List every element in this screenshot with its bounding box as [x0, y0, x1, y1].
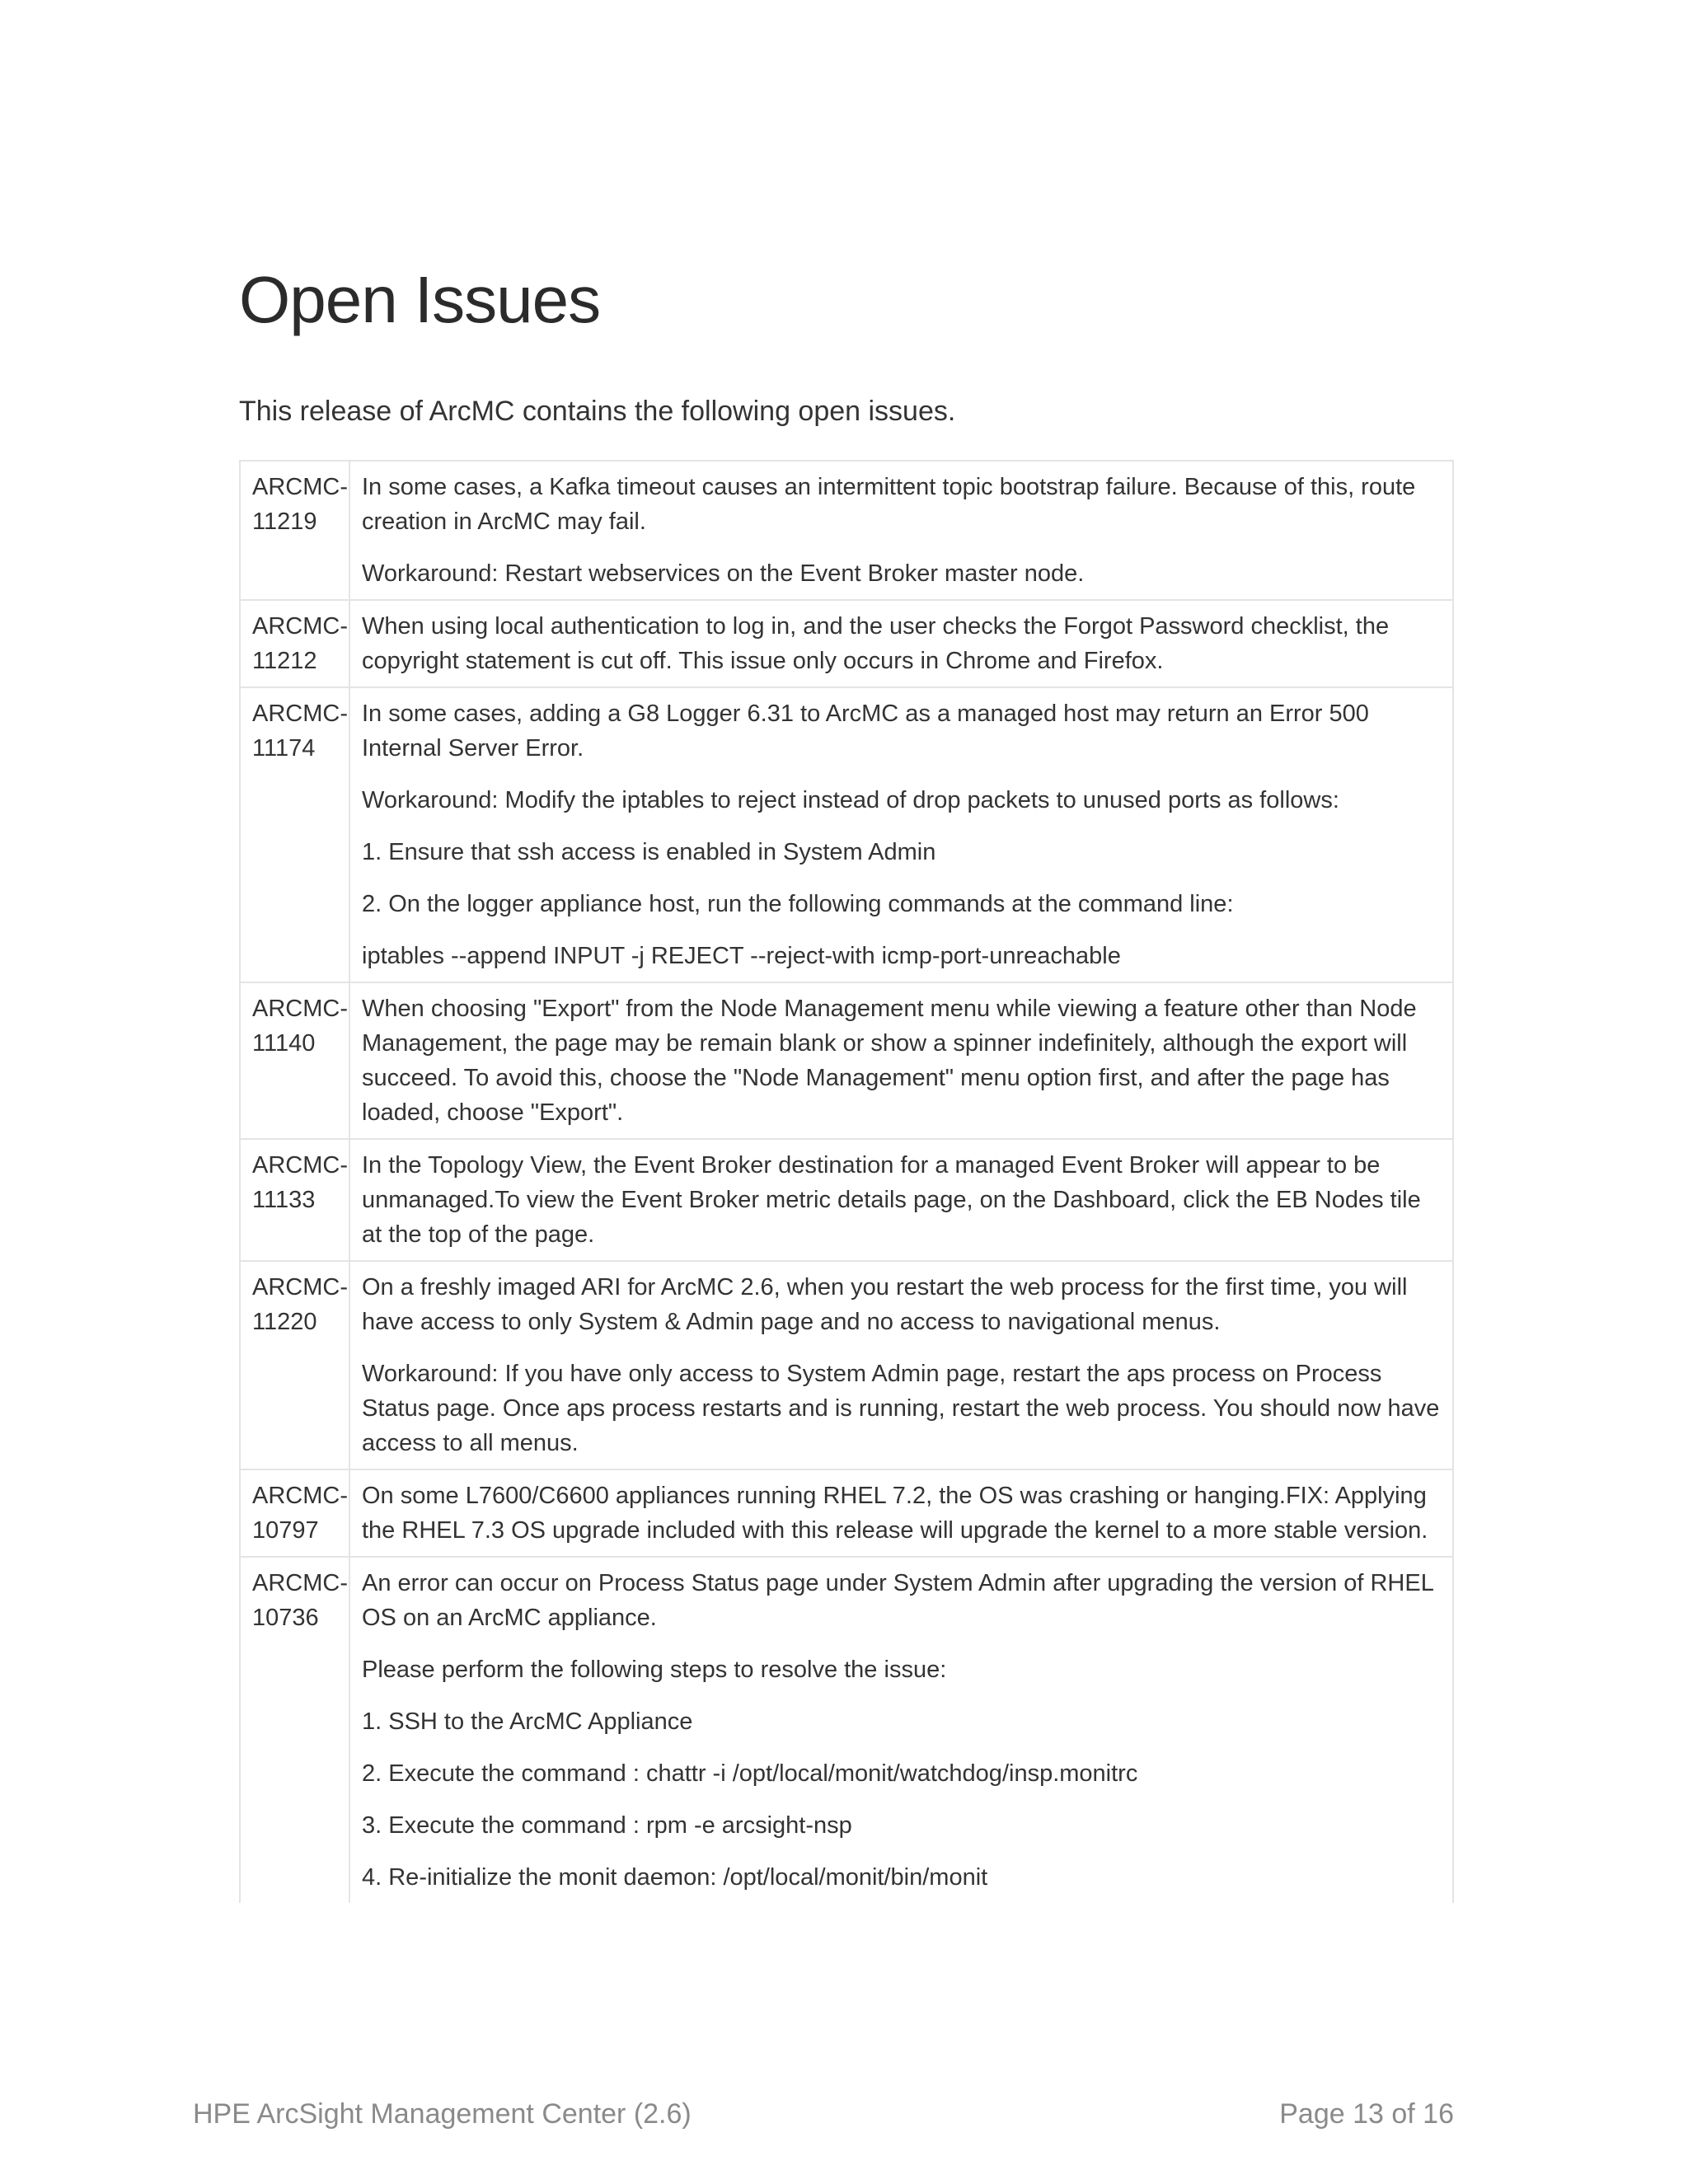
intro-text: This release of ArcMC contains the following open issues. [239, 396, 956, 427]
issue-description [349, 600, 1453, 687]
table-row [240, 982, 1453, 1139]
issue-paragraph: 4. Re-initialize the monit daemon: /opt/local/monit/bin/monit [362, 1864, 988, 1891]
issue-paragraph: Please perform the following steps to resolve the issue: [362, 1657, 947, 1683]
issue-paragraph: 2. On the logger appliance host, run the following commands at the command line: [362, 891, 1234, 917]
issue-id: ARCMC-11174 [240, 687, 349, 982]
issue-paragraph: When using local authentication to log in, and the user checks the Forgot Password checklist, the copyright statement is cut off. This issue only occurs in Chrome and Firefox. [362, 613, 1390, 674]
issue-paragraph: In the Topology View, the Event Broker destination for a managed Event Broker will appear to be unmanaged.To view the Event Broker metric details page, on the Dashboard, click the EB Nodes tile at the top of the page. [362, 1152, 1421, 1248]
issue-paragraph: 1. SSH to the ArcMC Appliance [362, 1708, 693, 1735]
issue-id: ARCMC-11133 [240, 1139, 349, 1261]
table-row [240, 600, 1453, 687]
issue-paragraph: Workaround: If you have only access to System Admin page, restart the aps process on Process Status page. Once aps process restarts and is running, restart the web process. You should now have access to all menus. [362, 1361, 1440, 1456]
issue-paragraph: Workaround: Restart webservices on the Event Broker master node. [362, 560, 1085, 587]
footer-page-number: Page 13 of 16 [1279, 2098, 1454, 2130]
issue-paragraph: On a freshly imaged ARI for ArcMC 2.6, when you restart the web process for the first time, you will have access to only System & Admin page and no access to navigational menus. [362, 1274, 1408, 1335]
issue-paragraph: iptables --append INPUT -j REJECT --reject-with icmp-port-unreachable [362, 943, 1121, 969]
issue-description [349, 1469, 1453, 1557]
issue-id: ARCMC-11212 [240, 600, 349, 687]
issue-id: ARCMC-10736 [240, 1557, 349, 1903]
issues-table-body [240, 461, 1453, 1903]
issue-paragraph: Workaround: Modify the iptables to reject instead of drop packets to unused ports as follows: [362, 787, 1339, 813]
open-issues-table [239, 460, 1454, 1903]
issue-description [349, 461, 1453, 600]
issue-paragraph: When choosing "Export" from the Node Management menu while viewing a feature other than Node Management, the page may be remain blank or show a spinner indefinitely, although the export will succeed. To avoid this, choose the "Node Management" menu option first, and after the page has loaded, choose "Export". [362, 996, 1417, 1126]
issue-paragraph: In some cases, adding a G8 Logger 6.31 to ArcMC as a managed host may return an Error 500 Internal Server Error. [362, 701, 1369, 762]
table-row [240, 1261, 1453, 1469]
issue-paragraph: 1. Ensure that ssh access is enabled in System Admin [362, 839, 936, 865]
table-row [240, 1557, 1453, 1903]
issue-id: ARCMC-10797 [240, 1469, 349, 1557]
issue-paragraph: 2. Execute the command : chattr -i /opt/local/monit/watchdog/insp.monitrc [362, 1760, 1138, 1787]
issue-paragraph: In some cases, a Kafka timeout causes an intermittent topic bootstrap failure. Because of this, route creation in ArcMC may fail. [362, 474, 1416, 535]
issue-paragraph: On some L7600/C6600 appliances running RHEL 7.2, the OS was crashing or hanging.FIX: Applying the RHEL 7.3 OS upgrade included with this release will upgrade the kernel to a more stable version. [362, 1483, 1428, 1544]
page-title: Open Issues [239, 263, 601, 336]
issue-description [349, 1261, 1453, 1469]
issue-id: ARCMC-11219 [240, 461, 349, 600]
table-row [240, 1469, 1453, 1557]
issue-description [349, 687, 1453, 982]
table-row [240, 461, 1453, 600]
footer-product: HPE ArcSight Management Center (2.6) [193, 2098, 692, 2130]
issue-paragraph: An error can occur on Process Status page under System Admin after upgrading the version of RHEL OS on an ArcMC appliance. [362, 1570, 1433, 1631]
issue-description [349, 982, 1453, 1139]
issue-description [349, 1557, 1453, 1903]
issue-id: ARCMC-11220 [240, 1261, 349, 1469]
table-row [240, 1139, 1453, 1261]
issue-id: ARCMC-11140 [240, 982, 349, 1139]
issue-paragraph: 3. Execute the command : rpm -e arcsight-nsp [362, 1812, 852, 1839]
issue-description [349, 1139, 1453, 1261]
table-row [240, 687, 1453, 982]
